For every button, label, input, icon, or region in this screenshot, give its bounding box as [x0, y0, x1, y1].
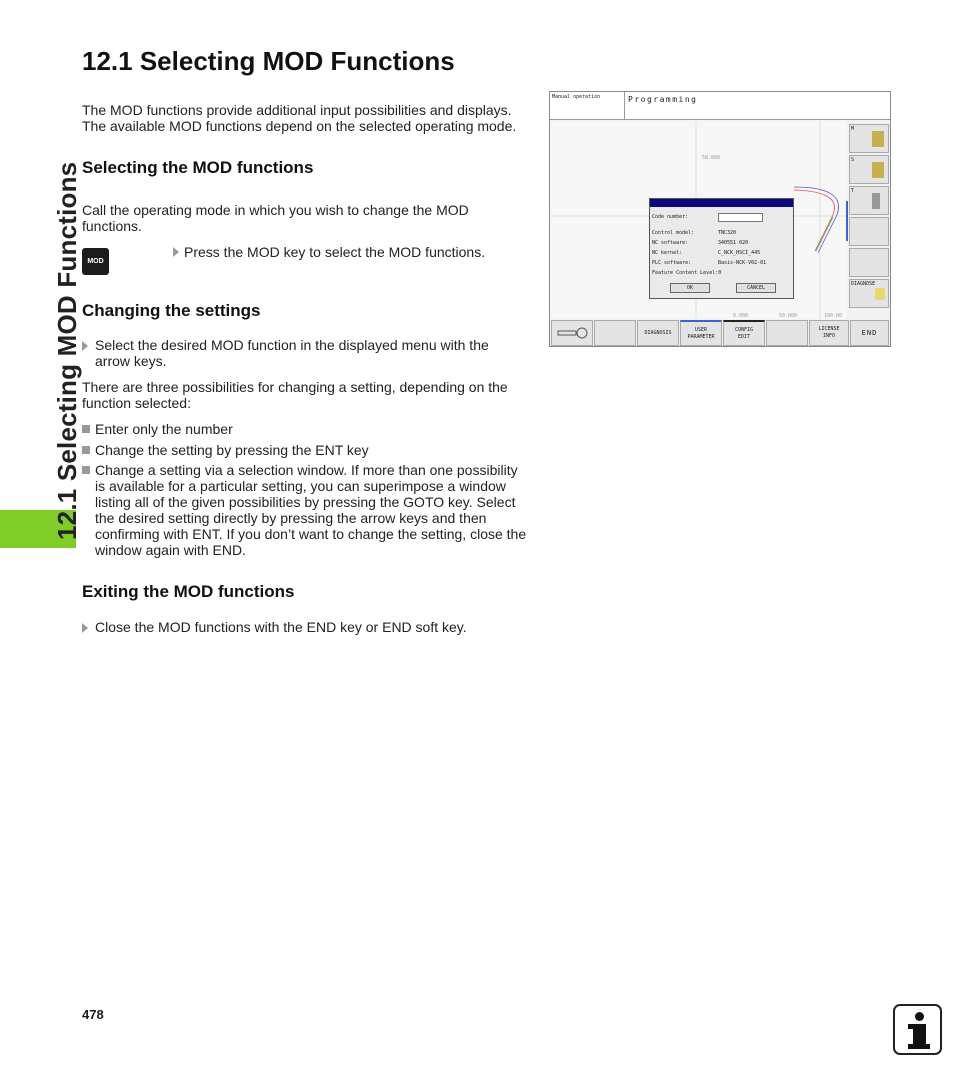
list-item-text: Enter only the number: [95, 421, 233, 437]
softkey-empty[interactable]: [766, 320, 808, 346]
softkey-license-info[interactable]: [809, 320, 849, 346]
softkey-user-parameter[interactable]: [680, 320, 722, 346]
key-icon: [556, 326, 588, 340]
axis-label-top: 50.000: [702, 155, 721, 161]
vertical-softkey-bar: [848, 121, 890, 319]
softkey-label: S: [851, 157, 855, 163]
list-item: [82, 421, 527, 437]
section-title-selecting: Selecting the MOD functions: [82, 158, 314, 177]
softkey-empty[interactable]: [594, 320, 636, 346]
softkey-label: T: [851, 188, 855, 194]
info-icon: [893, 1004, 942, 1055]
dialog-row-value: Basis-NCK-V02-01: [718, 260, 767, 266]
list-item: [82, 442, 527, 458]
changing-step-text: Select the desired MOD function in the displayed menu with the arrow keys.: [95, 337, 489, 369]
bullet-square-icon: [82, 425, 90, 433]
bullet-square-icon: [82, 446, 90, 454]
list-item-text: Change the setting by pressing the ENT key: [95, 442, 369, 458]
page-title: 12.1 Selecting MOD Functions: [82, 46, 455, 76]
softkey-s[interactable]: [849, 155, 889, 184]
side-tab: [0, 0, 82, 1091]
bullet-square-icon: [82, 466, 90, 474]
diagnose-icon: [875, 288, 885, 300]
softkey-t[interactable]: [849, 186, 889, 215]
softkey-label: LICENSE: [818, 326, 840, 332]
intro-line-2: The available MOD functions depend on the selected operating mode.: [82, 118, 517, 134]
dialog-row-value: C_NCK_HSCI_445: [718, 250, 761, 256]
key-switch-softkey[interactable]: [551, 320, 593, 346]
cancel-button[interactable]: CANCEL: [736, 283, 776, 293]
tool-icon: [872, 193, 880, 209]
dialog-row-value: TNC320: [718, 230, 737, 236]
softkey-label: USER: [694, 326, 708, 333]
section-title-changing: Changing the settings: [82, 301, 261, 320]
softkey-label: M: [851, 126, 855, 132]
graphics-area: [550, 121, 847, 319]
ok-button[interactable]: OK: [670, 283, 710, 293]
softkey-label: CONFIG: [734, 326, 754, 333]
arrow-icon: [82, 623, 88, 633]
exiting-step-text: Close the MOD functions with the END key or END soft key.: [95, 619, 467, 635]
page-number: 478: [82, 1007, 104, 1022]
arrow-icon: [82, 341, 88, 351]
selecting-body: Call the operating mode in which you wish to change the MOD functions.: [82, 202, 469, 234]
horizontal-softkey-bar: [550, 320, 890, 346]
arrow-icon: [173, 247, 179, 257]
softkey-label: INFO: [822, 333, 836, 339]
softkey-label: DIAGNOSE: [851, 281, 876, 287]
softkey-config-edit[interactable]: [723, 320, 765, 346]
list-item-text: Change a setting via a selection window. If more than one possibility is available for a particular setting, you can superimpose a window listing all of the given possibilities by pressing the GOTO key. Select the desired setting directly by pressing the arrow keys and then confirming with ENT. If you don’t want to change the setting, close the window again with END.: [95, 462, 527, 558]
axis-label-bottom-c: 100.00: [824, 313, 843, 319]
softkey-label: PARAMETER: [687, 333, 715, 340]
intro-line-1: The MOD functions provide additional input possibilities and displays.: [82, 102, 512, 118]
dialog-row-label: NC kernel:: [652, 250, 683, 256]
changing-body: There are three possibilities for changing a setting, depending on the function selected:: [82, 379, 508, 411]
control-screenshot: [549, 91, 891, 347]
mode-label: Manual operation: [550, 92, 625, 120]
dialog-row-value: 340551 020: [718, 240, 749, 246]
dialog-row-value: 0: [718, 270, 722, 276]
spindle-icon: [872, 131, 884, 147]
dialog-row-label: Control model:: [652, 230, 695, 236]
dialog-row-label: Code number:: [652, 214, 689, 220]
softkey-diagnosis[interactable]: DIAGNOSIS: [637, 320, 679, 346]
axis-label-bottom-b: 50.000: [779, 313, 798, 319]
softkey-m[interactable]: [849, 124, 889, 153]
softkey-empty[interactable]: [849, 217, 889, 246]
dialog-row-label: PLC software:: [652, 260, 692, 266]
softkey-label: EDIT: [737, 333, 751, 340]
section-title-exiting: Exiting the MOD functions: [82, 582, 295, 601]
mod-key-icon: [82, 248, 109, 275]
selecting-instruction: [173, 244, 485, 260]
softkey-empty[interactable]: [849, 248, 889, 277]
exiting-step: [82, 619, 527, 635]
dialog-title-bar: [650, 199, 793, 207]
changing-step: [82, 337, 527, 369]
code-number-input[interactable]: [718, 213, 763, 222]
list-item: [82, 462, 527, 558]
dialog-row-label: [652, 270, 721, 276]
dialog-row-label: NC software:: [652, 240, 689, 246]
selecting-instruction-text: Press the MOD key to select the MOD functions.: [184, 244, 486, 260]
mod-key-label: MOD: [87, 258, 104, 265]
spindle-icon: [872, 162, 884, 178]
axis-label-bottom-a: 0.000: [733, 313, 749, 319]
mod-dialog: [649, 198, 794, 299]
dialog-row-label-text: Feature Content Level:: [652, 270, 719, 276]
program-label: Programming: [625, 92, 890, 120]
softkey-diagnose[interactable]: [849, 279, 889, 308]
side-tab-title: 12.1 Selecting MOD Functions: [52, 161, 82, 540]
softkey-end[interactable]: END: [850, 320, 889, 346]
